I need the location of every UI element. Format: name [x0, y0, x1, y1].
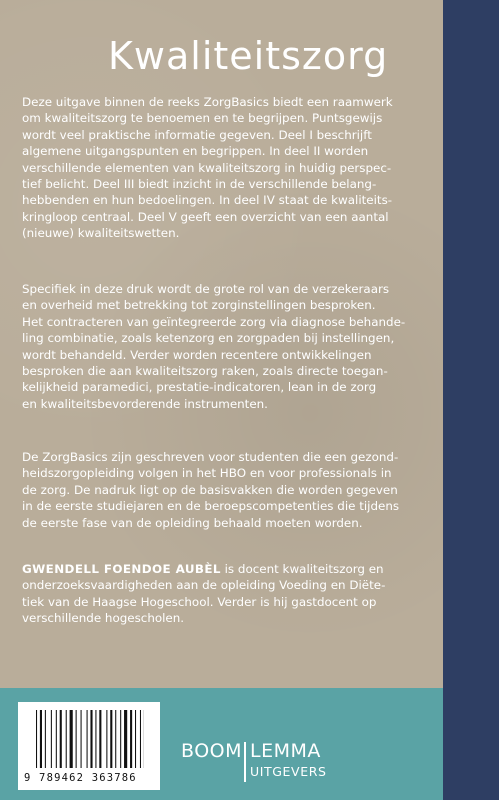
text-line: De ZorgBasics zijn geschreven voor studenten die een gezond-	[22, 450, 399, 464]
barcode-icon	[36, 710, 144, 768]
isbn-barcode-box	[18, 702, 160, 790]
text-line: en overheid met betrekking tot zorginstellingen besproken.	[22, 298, 376, 313]
blurb-paragraph-1	[22, 94, 442, 242]
text-line: de eerste fase van de opleiding behaald moeten worden.	[22, 515, 363, 530]
text-line: de zorg. De nadruk ligt op de basisvakken die worden gegeven	[22, 482, 398, 497]
text-line: tiek van de Haagse Hogeschool. Verder is hij gastdocent op	[22, 594, 377, 609]
text-line: om kwaliteitszorg te benoemen en te begrijpen. Puntsgewijs	[22, 111, 383, 126]
text-line: ling combinatie, zoals ketenzorg en zorgpaden bij instellingen,	[22, 331, 395, 346]
text-line: Het contracteren van geïntegreerde zorg via diagnose behande-	[22, 314, 406, 329]
author-bio-text: is docent kwaliteitszorg en	[220, 562, 384, 576]
book-spine-strip	[443, 0, 499, 800]
text-line: kringloop centraal. Deel V geeft een overzicht van een aantal	[22, 209, 389, 224]
text-line: wordt behandeld. Verder worden recentere ontwikkelingen	[22, 347, 372, 362]
isbn-number: 9 789462 363786	[24, 772, 137, 784]
publisher-logo	[181, 740, 341, 784]
blurb-paragraph-3	[22, 449, 442, 531]
text-line: onderzoeksvaardigheden aan de opleiding Voeding en Diëte-	[22, 578, 386, 593]
author-name: GWENDELL FOENDOE AUBÈL	[22, 562, 221, 576]
text-line: hebbenden en hun bedoelingen. In deel IV staat de kwaliteits-	[22, 193, 393, 208]
logo-divider	[244, 742, 246, 782]
text-line: in de eerste studiejaren en de beroepscompetenties die tijdens	[22, 499, 400, 514]
text-line: Deze uitgave binnen de reeks ZorgBasics biedt een raamwerk	[22, 95, 393, 109]
text-line: verschillende hogescholen.	[22, 611, 185, 626]
text-line: kelijkheid paramedici, prestatie-indicatoren, lean in de zorg	[22, 380, 377, 395]
blurb-paragraph-2	[22, 281, 442, 412]
book-title: Kwaliteitszorg	[108, 34, 389, 78]
text-line: Specifiek in deze druk wordt de grote rol van de verzekeraars	[22, 282, 390, 296]
text-line: verschillende elementen van kwaliteitszorg in huidig perspec-	[22, 160, 392, 175]
publisher-name-boom: BOOM	[181, 740, 243, 762]
text-line: algemene uitgangspunten en begrippen. In deel II worden	[22, 144, 369, 159]
publisher-name-lemma: LEMMA	[250, 740, 321, 762]
author-bio-line-1	[22, 561, 442, 577]
text-line: wordt veel praktische informatie gegeven. Deel I beschrijft	[22, 127, 372, 142]
author-bio	[22, 561, 442, 627]
text-line: besproken die aan kwaliteitszorg raken, zoals directe toegan-	[22, 364, 388, 379]
text-line: en kwaliteitsbevorderende instrumenten.	[22, 396, 268, 411]
text-line: heidszorgopleiding volgen in het HBO en voor professionals in	[22, 466, 392, 481]
text-line: (nieuwe) kwaliteitswetten.	[22, 226, 180, 241]
text-line: tief belicht. Deel III biedt inzicht in de verschillende belang-	[22, 177, 377, 192]
publisher-subtitle: UITGEVERS	[250, 764, 327, 779]
